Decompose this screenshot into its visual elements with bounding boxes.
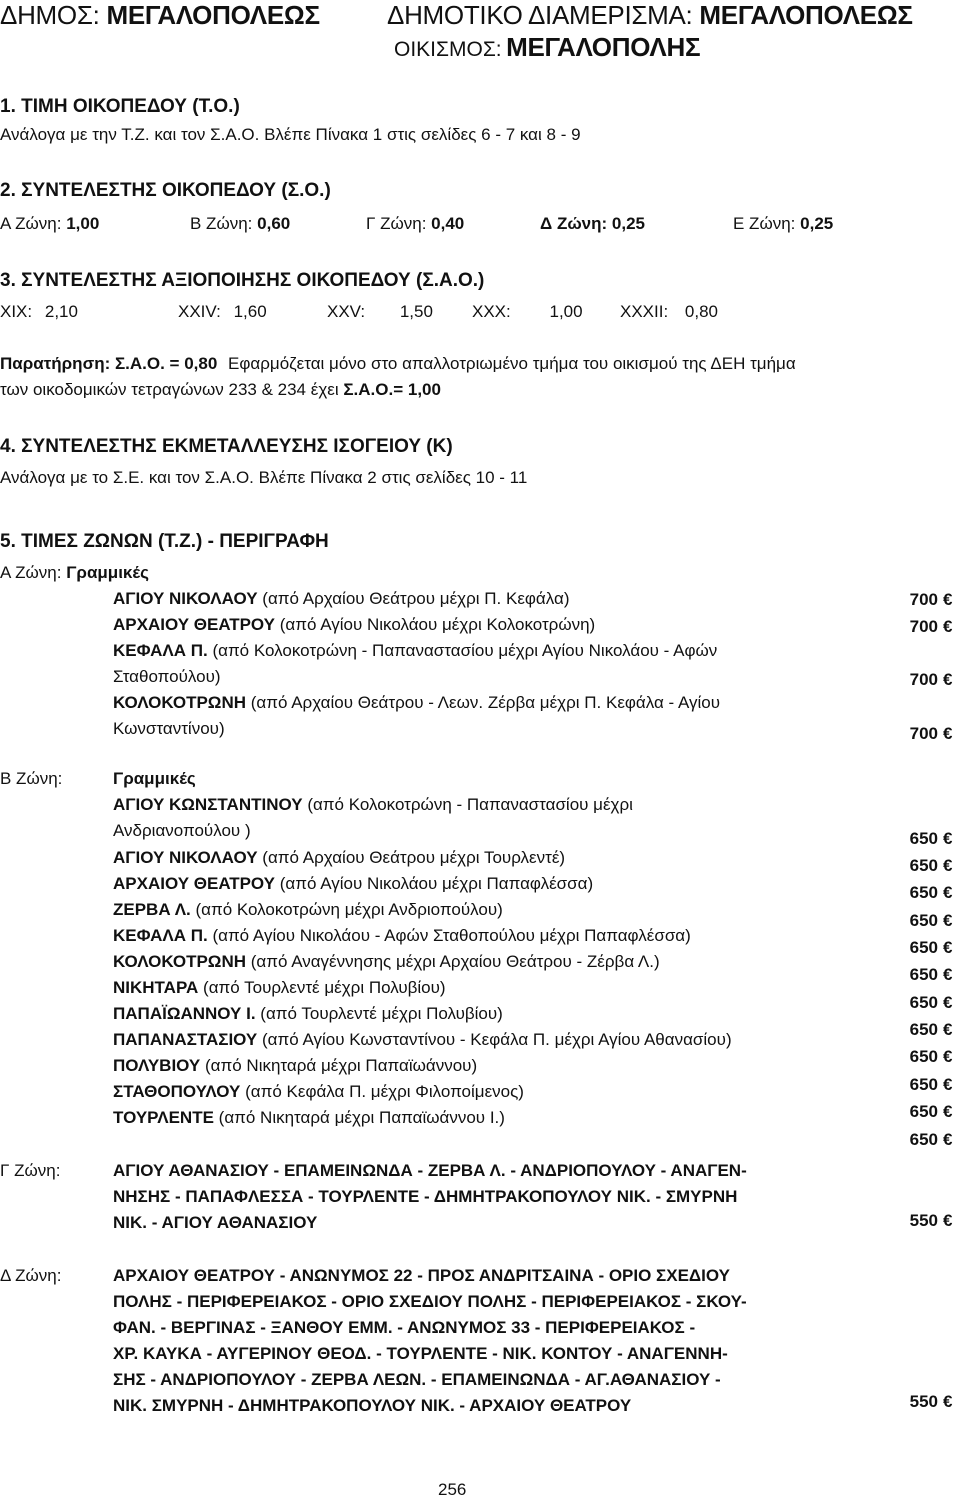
section4-title: 4. ΣΥΝΤΕΛΕΣΤΗΣ ΕΚΜΕΤΑΛΛΕΥΣΗΣ ΙΣΟΓΕΙΟΥ (Κ) (0, 436, 453, 457)
zone-a-label: Α Ζώνη: (0, 563, 62, 582)
price-value: 550 (909, 1211, 938, 1230)
zone-a-price (905, 617, 952, 637)
zone-b-price (905, 993, 952, 1013)
zone-g-line: ΝΙΚ. - ΑΓΙΟΥ ΑΘΑΝΑΣΙΟΥ (113, 1213, 318, 1232)
section5-title: 5. ΤΙΜΕΣ ΖΩΝΩΝ (Τ.Ζ.) - ΠΕΡΙΓΡΑΦΗ (0, 531, 329, 552)
street-desc: (από Κολοκοτρώνη μέχρι Ανδριοπούλου) (195, 900, 503, 919)
street-desc: (από Αγίου Νικολάου μέχρι Παπαφλέσσα) (279, 874, 594, 893)
section1-title: 1. ΤΙΜΗ ΟΙΚΟΠΕΔΟΥ (Τ.Ο.) (0, 96, 240, 117)
sao-label: XXV: (327, 302, 366, 321)
sao-value: 1,50 (399, 302, 433, 321)
street-name: ΤΟΥΡΛΕΝΤΕ (113, 1108, 214, 1127)
price-value: 650 (909, 883, 938, 902)
zone-b-entry (113, 1056, 477, 1076)
street-desc: (από Νικηταρά μέχρι Παπαϊωάννου Ι.) (218, 1108, 505, 1127)
street-name: ΑΡΧΑΙΟΥ ΘΕΑΤΡΟΥ (113, 615, 276, 634)
euro-icon: € (943, 617, 953, 636)
sao-note-label: Παρατήρηση: Σ.Α.Ο. = 0,80 (0, 354, 218, 373)
zone-a-header (0, 563, 149, 583)
zone-d-line: ΧΡ. ΚΑΥΚΑ - ΑΥΓΕΡΙΝΟΥ ΘΕΟΔ. - ΤΟΥΡΛΕΝΤΕ - ΝΙΚ. ΚΟΝΤΟΥ - ΑΝΑΓΕΝΝΗ- (113, 1344, 728, 1363)
zone-b-price (905, 1020, 952, 1040)
street-name: ΑΓΙΟΥ ΝΙΚΟΛΑΟΥ (113, 848, 258, 867)
euro-icon: € (943, 829, 953, 848)
sao-item-xxx (472, 302, 583, 322)
sao-label: XXXII: (620, 302, 669, 321)
zone-g-label: Γ Ζώνη: (0, 1161, 61, 1180)
sao-note-text: των οικοδομικών τετραγώνων 233 & 234 έχει (0, 380, 339, 399)
zone-factor-value: 0,60 (257, 214, 291, 233)
sao-label: XXIV: (178, 302, 221, 321)
settlement-name: ΜΕΓΑΛΟΠΟΛΗΣ (506, 32, 701, 62)
street-name: ΠΑΠΑΪΩΑΝΝΟΥ Ι. (113, 1004, 256, 1023)
euro-icon: € (943, 911, 953, 930)
zone-factor-value: 1,00 (66, 214, 100, 233)
euro-icon: € (943, 965, 953, 984)
euro-icon: € (943, 856, 953, 875)
street-name: ΖΕΡΒΑ Λ. (113, 900, 191, 919)
zone-factor-value: 0,40 (431, 214, 465, 233)
street-desc: (από Κολοκοτρώνη - Παπαναστασίου μέχρι Αγίου Νικολάου - Αφών (212, 641, 718, 660)
zone-b-price (905, 911, 952, 931)
sao-note-line1 (0, 354, 796, 374)
zone-d-line: ΠΟΛΗΣ - ΠΕΡΙΦΕΡΕΙΑΚΟΣ - ΟΡΙΟ ΣΧΕΔΙΟΥ ΠΟΛΗΣ - ΠΕΡΙΦΕΡΕΙΑΚΟΣ - ΣΚΟΥ- (113, 1292, 747, 1311)
street-desc: (από Κολοκοτρώνη - Παπαναστασίου μέχρι (307, 795, 633, 814)
street-name: ΚΟΛΟΚΟΤΡΩΝΗ (113, 693, 246, 712)
sao-value: 1,00 (549, 302, 583, 321)
zone-factor-label: Ε Ζώνη: (733, 214, 796, 233)
street-name: ΠΑΠΑΝΑΣΤΑΣΙΟΥ (113, 1030, 258, 1049)
zone-b-entry (113, 952, 660, 972)
price-value: 650 (909, 993, 938, 1012)
zone-a-entry (113, 589, 569, 609)
street-name: ΣΤΑΘΟΠΟΥΛΟΥ (113, 1082, 241, 1101)
price-value: 650 (909, 856, 938, 875)
zone-a-entry (113, 693, 720, 713)
sao-label: XXX: (472, 302, 511, 321)
zone-factor-value: 0,25 (611, 214, 646, 233)
zone-g-line: ΑΓΙΟΥ ΑΘΑΝΑΣΙΟΥ - ΕΠΑΜΕΙΝΩΝΔΑ - ΖΕΡΒΑ Λ. - ΑΝΔΡΙΟΠΟΥΛΟΥ - ΑΝΑΓΕΝ- (113, 1161, 747, 1180)
zone-a-price (905, 724, 952, 744)
euro-icon: € (943, 1102, 953, 1121)
euro-icon: € (943, 1211, 953, 1230)
zone-a-entry (113, 615, 595, 635)
sao-value: 0,80 (684, 302, 719, 321)
euro-icon: € (943, 993, 953, 1012)
zone-factor-b (190, 214, 290, 234)
header-district (387, 0, 913, 31)
municipality-label: ΔΗΜΟΣ: (0, 0, 100, 30)
zone-b-entry (113, 978, 446, 998)
zone-factor-a (0, 214, 99, 234)
zone-b-entry (113, 1108, 505, 1128)
street-desc: (από Τουρλεντέ μέχρι Πολυβίου) (203, 978, 446, 997)
header-settlement (394, 32, 700, 63)
zone-factor-g (366, 214, 464, 234)
price-value: 650 (909, 965, 938, 984)
zone-g-price (905, 1211, 952, 1231)
price-value: 650 (909, 938, 938, 957)
zone-b-entry-cont: Ανδριανοπούλου ) (113, 821, 251, 840)
street-desc: (από Τουρλεντέ μέχρι Πολυβίου) (260, 1004, 503, 1023)
euro-icon: € (943, 1130, 953, 1149)
euro-icon: € (943, 1047, 953, 1066)
street-desc: (από Αρχαίου Θεάτρου μέχρι Π. Κεφάλα) (262, 589, 570, 608)
street-desc: (από Κεφάλα Π. μέχρι Φιλοποίμενος) (245, 1082, 524, 1101)
sao-value: 1,60 (233, 302, 267, 321)
euro-icon: € (943, 883, 953, 902)
street-desc: (από Αρχαίου Θεάτρου μέχρι Τουρλεντέ) (262, 848, 566, 867)
sao-label: XIX: (0, 302, 33, 321)
street-desc: (από Αγίου Κωνσταντίνου - Κεφάλα Π. μέχρι Αγίου Αθανασίου) (262, 1030, 732, 1049)
section1-text: Ανάλογα με την Τ.Ζ. και τον Σ.Α.Ο. Βλέπε Πίνακα 1 στις σελίδες 6 - 7 και 8 - 9 (0, 125, 581, 144)
zone-b-entry (113, 1004, 503, 1024)
sao-value: 2,10 (44, 302, 78, 321)
street-desc: (από Αγίου Νικολάου - Αφών Σταθοπούλου μέχρι Παπαφλέσσα) (212, 926, 691, 945)
euro-icon: € (943, 724, 953, 743)
price-value: 550 (909, 1392, 938, 1411)
zone-d-price (905, 1392, 952, 1412)
price-value: 650 (909, 1130, 938, 1149)
section2-title: 2. ΣΥΝΤΕΛΕΣΤΗΣ ΟΙΚΟΠΕΔΟΥ (Σ.Ο.) (0, 180, 331, 201)
sao-item-xxv (327, 302, 433, 322)
zone-factor-value: 0,25 (800, 214, 834, 233)
euro-icon: € (943, 1075, 953, 1094)
zone-a-entry-cont: Κωνσταντίνου) (113, 719, 225, 738)
zone-b-price (905, 1075, 952, 1095)
zone-a-price (905, 590, 952, 610)
zone-a-price (905, 670, 952, 690)
street-name: ΑΡΧΑΙΟΥ ΘΕΑΤΡΟΥ (113, 874, 276, 893)
street-name: ΚΟΛΟΚΟΤΡΩΝΗ (113, 952, 246, 971)
zone-b-price (905, 883, 952, 903)
zone-factor-e (733, 214, 833, 234)
zone-b-price (905, 1047, 952, 1067)
zone-a-entry (113, 641, 717, 661)
price-value: 650 (909, 911, 938, 930)
zone-b-type: Γραμμικές (113, 769, 196, 788)
street-name: ΝΙΚΗΤΑΡΑ (113, 978, 199, 997)
header-municipality (0, 0, 320, 31)
street-desc: (από Αναγέννησης μέχρι Αρχαίου Θεάτρου - Ζέρβα Λ.) (250, 952, 660, 971)
section3-title: 3. ΣΥΝΤΕΛΕΣΤΗΣ ΑΞΙΟΠΟΙΗΣΗΣ ΟΙΚΟΠΕΔΟΥ (Σ.Α.Ο.) (0, 270, 485, 291)
zone-d-line: ΑΡΧΑΙΟΥ ΘΕΑΤΡΟΥ - ΑΝΩΝΥΜΟΣ 22 - ΠΡΟΣ ΑΝΔΡΙΤΣΑΙΝΑ - ΟΡΙΟ ΣΧΕΔΙΟΥ (113, 1266, 730, 1285)
price-value: 700 (909, 670, 938, 689)
sao-item-xxiv (178, 302, 267, 322)
price-value: 650 (909, 1075, 938, 1094)
zone-b-entry (113, 874, 593, 894)
price-value: 650 (909, 1020, 938, 1039)
street-name: ΠΟΛΥΒΙΟΥ (113, 1056, 201, 1075)
street-name: ΑΓΙΟΥ ΝΙΚΟΛΑΟΥ (113, 589, 258, 608)
zone-b-entry (113, 1030, 732, 1050)
zone-b-entry (113, 926, 691, 946)
zone-factor-label: Α Ζώνη: (0, 214, 62, 233)
street-name: ΚΕΦΑΛΑ Π. (113, 926, 208, 945)
zone-b-price (905, 1130, 952, 1150)
zone-b-price (905, 938, 952, 958)
settlement-label: ΟΙΚΙΣΜΟΣ: (394, 38, 502, 61)
page-number: 256 (438, 1480, 467, 1499)
zone-d-line: ΝΙΚ. ΣΜΥΡΝΗ - ΔΗΜΗΤΡΑΚΟΠΟΥΛΟΥ ΝΙΚ. - ΑΡΧΑΙΟΥ ΘΕΑΤΡΟΥ (113, 1396, 632, 1415)
zone-a-type: Γραμμικές (66, 563, 149, 582)
zone-d-line: ΣΗΣ - ΑΝΔΡΙΟΠΟΥΛΟΥ - ΖΕΡΒΑ ΛΕΩΝ. - ΕΠΑΜΕΙΝΩΝΔΑ - ΑΓ.ΑΘΑΝΑΣΙΟΥ - (113, 1370, 721, 1389)
price-value: 650 (909, 829, 938, 848)
euro-icon: € (943, 1020, 953, 1039)
sao-note-value: Σ.Α.Ο.= 1,00 (343, 380, 441, 399)
sao-item-xix (0, 302, 78, 322)
municipality-name: ΜΕΓΑΛΟΠΟΛΕΩΣ (106, 0, 320, 30)
price-value: 650 (909, 1102, 938, 1121)
sao-item-xxxii (620, 302, 718, 322)
street-desc: (από Αρχαίου Θεάτρου - Λεων. Ζέρβα μέχρι Π. Κεφάλα - Αγίου (250, 693, 721, 712)
street-desc: (από Νικηταρά μέχρι Παπαϊωάννου) (205, 1056, 478, 1075)
zone-b-price (905, 1102, 952, 1122)
zone-g-line: ΝΗΣΗΣ - ΠΑΠΑΦΛΕΣΣΑ - ΤΟΥΡΛΕΝΤΕ - ΔΗΜΗΤΡΑΚΟΠΟΥΛΟΥ ΝΙΚ. - ΣΜΥΡΝΗ (113, 1187, 738, 1206)
street-desc: (από Αγίου Νικολάου μέχρι Κολοκοτρώνη) (279, 615, 596, 634)
zone-factor-label: Δ Ζώνη: (540, 214, 608, 233)
section4-text: Ανάλογα με το Σ.Ε. και τον Σ.Α.Ο. Βλέπε Πίνακα 2 στις σελίδες 10 - 11 (0, 468, 528, 487)
euro-icon: € (943, 670, 953, 689)
euro-icon: € (943, 590, 953, 609)
zone-factor-d (540, 214, 645, 234)
price-value: 700 (909, 724, 938, 743)
district-name: ΜΕΓΑΛΟΠΟΛΕΩΣ (699, 0, 913, 30)
zone-a-entry-cont: Σταθοπούλου) (113, 667, 221, 686)
price-value: 700 (909, 590, 938, 609)
zone-b-price (905, 856, 952, 876)
zone-b-entry (113, 1082, 524, 1102)
zone-b-entry (113, 900, 503, 920)
zone-b-entry (113, 848, 565, 868)
zone-b-price (905, 965, 952, 985)
price-value: 650 (909, 1047, 938, 1066)
price-value: 700 (909, 617, 938, 636)
zone-d-label: Δ Ζώνη: (0, 1266, 62, 1285)
euro-icon: € (943, 1392, 953, 1411)
street-name: ΚΕΦΑΛΑ Π. (113, 641, 208, 660)
zone-d-line: ΦΑΝ. - ΒΕΡΓΙΝΑΣ - ΞΑΝΘΟΥ ΕΜΜ. - ΑΝΩΝΥΜΟΣ 33 - ΠΕΡΙΦΕΡΕΙΑΚΟΣ - (113, 1318, 696, 1337)
district-label: ΔΗΜΟΤΙΚΟ ΔΙΑΜΕΡΙΣΜΑ: (387, 0, 693, 30)
zone-b-label: Β Ζώνη: (0, 769, 63, 788)
sao-note-text: Εφαρμόζεται μόνο στο απαλλοτριωμένο τμήμα του οικισμού της ΔΕΗ τμήμα (228, 354, 796, 373)
zone-b-price (905, 829, 952, 849)
euro-icon: € (943, 938, 953, 957)
street-name: ΑΓΙΟΥ ΚΩΝΣΤΑΝΤΙΝΟΥ (113, 795, 303, 814)
zone-b-entry (113, 795, 633, 815)
zone-factor-label: Γ Ζώνη: (366, 214, 427, 233)
zone-factor-label: Β Ζώνη: (190, 214, 253, 233)
sao-note-line2 (0, 380, 441, 400)
